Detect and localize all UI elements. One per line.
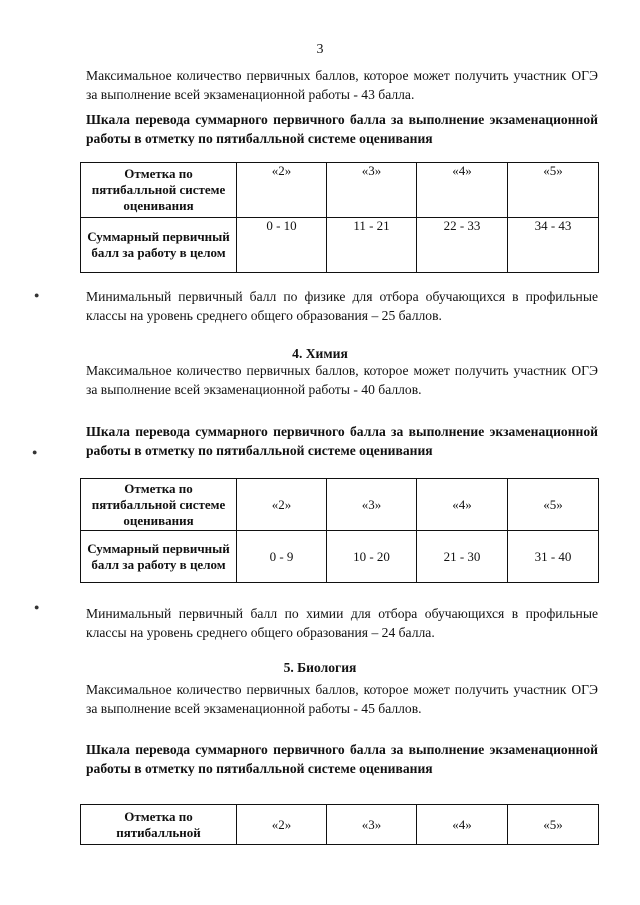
- margin-mark: ●: [34, 602, 40, 612]
- score-range-cell: 22 - 33: [417, 218, 508, 273]
- score-range-cell: 0 - 10: [237, 218, 327, 273]
- grade-cell: «5»: [508, 163, 599, 218]
- grade-cell: «4»: [417, 805, 508, 845]
- biology-grade-table: [80, 804, 599, 845]
- table-row: [81, 218, 599, 273]
- margin-mark: ●: [34, 290, 40, 300]
- score-range-cell: 34 - 43: [508, 218, 599, 273]
- page-number: 3: [316, 42, 324, 57]
- score-range-cell: 21 - 30: [417, 531, 508, 583]
- grade-cell: «4»: [417, 479, 508, 531]
- grade-row-label: Отметка по пятибалльной системе оценивания: [81, 479, 237, 531]
- grade-row-label: Отметка по пятибалльной: [81, 805, 237, 845]
- biology-scale-title: Шкала перевода суммарного первичного балла за выполнение экзаменационной работы в отметку по пятибалльной системе оценивания: [86, 742, 598, 776]
- biology-max-score-text: Максимальное количество первичных баллов, которое может получить участник ОГЭ за выполнение всей экзаменационной работы - 45 баллов.: [86, 682, 598, 716]
- grade-cell: «5»: [508, 805, 599, 845]
- score-range-cell: 31 - 40: [508, 531, 599, 583]
- chemistry-heading: 4. Химия: [292, 346, 348, 361]
- score-range-cell: 0 - 9: [237, 531, 327, 583]
- score-range-cell: 10 - 20: [327, 531, 417, 583]
- physics-max-score-text: Максимальное количество первичных баллов, которое может получить участник ОГЭ за выполнение всей экзаменационной работы - 43 балла.: [86, 68, 598, 102]
- physics-scale-title: Шкала перевода суммарного первичного балла за выполнение экзаменационной работы в отметку по пятибалльной системе оценивания: [86, 112, 598, 146]
- score-row-label: Суммарный первичный балл за работу в целом: [81, 218, 237, 273]
- grade-cell: «2»: [237, 163, 327, 218]
- grade-cell: «2»: [237, 479, 327, 531]
- grade-cell: «5»: [508, 479, 599, 531]
- grade-cell: «3»: [327, 163, 417, 218]
- physics-min-score-text: Минимальный первичный балл по физике для отбора обучающихся в профильные классы на уровень среднего общего образования – 25 баллов.: [86, 289, 598, 323]
- chemistry-max-score-text: Максимальное количество первичных баллов, которое может получить участник ОГЭ за выполнение всей экзаменационной работы - 40 баллов.: [86, 363, 598, 397]
- table-row: [81, 805, 599, 845]
- grade-cell: «2»: [237, 805, 327, 845]
- grade-cell: «3»: [327, 805, 417, 845]
- grade-cell: «3»: [327, 479, 417, 531]
- physics-grade-table: [80, 162, 599, 273]
- score-row-label: Суммарный первичный балл за работу в целом: [81, 531, 237, 583]
- margin-mark: ●: [32, 447, 38, 457]
- table-row: [81, 531, 599, 583]
- table-row: [81, 479, 599, 531]
- chemistry-min-score-text: Минимальный первичный балл по химии для отбора обучающихся в профильные классы на уровень среднего общего образования – 24 балла.: [86, 606, 598, 640]
- score-range-cell: 11 - 21: [327, 218, 417, 273]
- chemistry-scale-title: Шкала перевода суммарного первичного балла за выполнение экзаменационной работы в отметку по пятибалльной системе оценивания: [86, 424, 598, 458]
- grade-row-label: Отметка по пятибалльной системе оценивания: [81, 163, 237, 218]
- grade-cell: «4»: [417, 163, 508, 218]
- table-row: [81, 163, 599, 218]
- chemistry-grade-table: [80, 478, 599, 583]
- biology-heading: 5. Биология: [283, 660, 357, 675]
